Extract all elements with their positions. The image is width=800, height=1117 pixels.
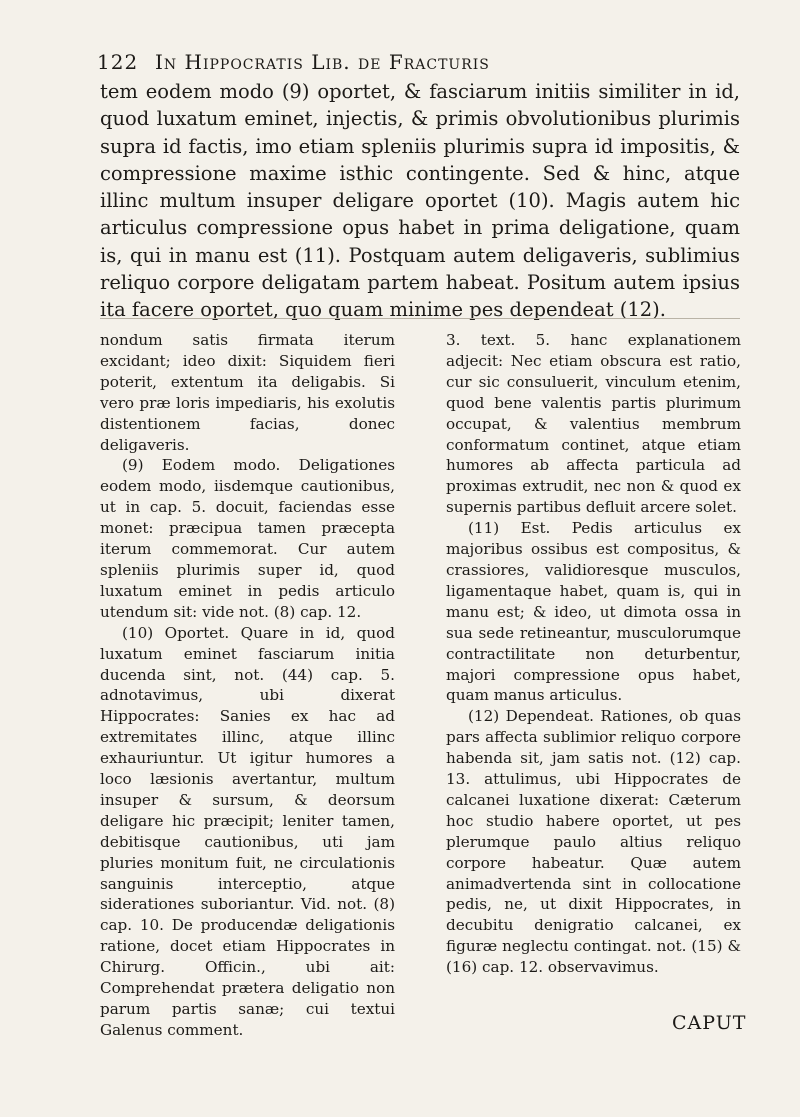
commentary-note-12: (12) Dependeat. Rationes, ob quas pars affecta sublimior reliquo corpore habenda sit, jam satis not. (12) cap. 13. attulimus, ubi Hippocrates de calcanei luxatione dixerat: Cæterum hoc studio habere oportet, ut pes plerumque paulo altius reliquo corpore habeatur. Quæ autem animadvertenda sint in collocatione pedis, ne, ut dixit Hippocrates, in decubitu denigratio calcanei, ex figuræ neglectu contingat. not. (15) & (16) cap. 12. observavimus. [446, 707, 741, 977]
commentary-note-10: (10) Oportet. Quare in id, quod luxatum eminet fasciarum initia ducenda sint, not. (44) cap. 5. adnotavimus, ubi dixerat Hippocrates: Sanies ex hac ad extremitates illinc, atque illinc exhauriuntur. Ut igitur humores a loco læsionis avertantur, multum insuper & sursum, & deorsum deligare hic præcipit; leniter tamen, debitisque cautionibus, uti jam pluries monitum fuit, ne circulationis sanguinis interceptio, atque siderationes suboriantur. Vid. not. (8) cap. 10. De producendæ deligationis ratione, docet etiam Hippocrates in Chirurg. Officin., ubi ait: Comprehendat prætera deligatio non parum partis sanæ; cui textui Galenus comment. [100, 623, 395, 1039]
commentary-paragraph: 3. text. 5. hanc explanationem adjecit: Nec etiam obscura est ratio, cur sic consuluerit, vinculum etenim, quod bene valentis partis plurimum occupat, & valentius membrum conformatum continet, atque etiam humores ab affecta particula ad proximas extrudit, nec non & quod ex supernis partibus defluit arcere solet. [446, 331, 741, 517]
running-title: In Hippocratis Lib. de Fracturis [155, 50, 490, 74]
commentary-note-11: (11) Est. Pedis articulus ex majoribus ossibus est compositus, & crassiores, validioresque musculos, ligamentaque habet, quam is, qui in manu est; & ideo, ut dimota ossa in sua sede retineantur, musculorumque contractilitate non deturbentur, majori compressione opus habet, quam manus articulus. [446, 519, 741, 705]
commentary-right-column [446, 330, 741, 978]
page-number: 122 [97, 50, 139, 74]
section-divider [100, 318, 740, 319]
commentary-left-column [100, 330, 395, 1041]
catchword: CAPUT [672, 1012, 747, 1034]
page-header [97, 50, 657, 74]
commentary-paragraph: nondum satis firmata iterum excidant; ideo dixit: Siquidem fieri poterit, extentum ita deligabis. Si vero præ loris impediaris, his exolutis distentionem facias, donec deligaveris. [100, 331, 395, 454]
commentary-note-9: (9) Eodem modo. Deligationes eodem modo, iisdemque cautionibus, ut in cap. 5. docuit, faciendas esse monet: præcipua tamen præcepta iterum commemorat. Cur autem spleniis plurimis super id, quod luxatum eminet in pedis articulo utendum sit: vide not. (8) cap. 12. [100, 456, 395, 621]
main-paragraph: tem eodem modo (9) oportet, & fasciarum initiis similiter in id, quod luxatum eminet, injectis, & primis obvolutionibus plurimis supra id factis, imo etiam spleniis plurimis supra id impositis, & compressione maxime isthic contingente. Sed & hinc, atque illinc multum insuper deligare oportet (10). Magis autem hic articulus compressione opus habet in prima deligatione, quam is, qui in manu est (11). Postquam autem deligaveris, sublimius reliquo corpore deligatam partem habeat. Positum autem ipsius ita facere oportet, quo quam minime pes dependeat (12). [100, 80, 740, 322]
main-text-block [100, 78, 740, 324]
